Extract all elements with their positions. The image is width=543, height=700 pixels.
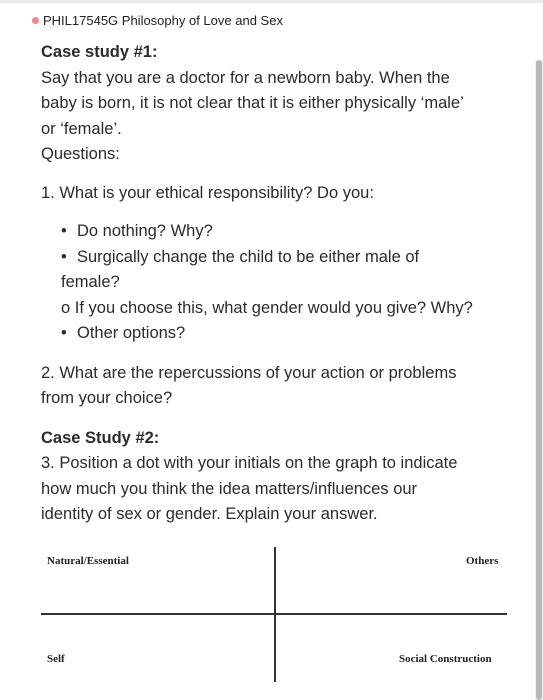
case2-line-3: identity of sex or gender. Explain your answer.: [41, 505, 378, 523]
case1-line-3: or ‘female’.: [41, 119, 122, 138]
case2-line-2: how much you think the idea matters/influences our: [41, 479, 418, 498]
questions-label: Questions:: [41, 145, 120, 163]
case1-line-2: baby is born, it is not clear that it is either physically ‘male’: [41, 94, 464, 112]
page-header: [32, 10, 283, 30]
case2-line-1: 3. Position a dot with your initials on the graph to indicate: [41, 454, 458, 472]
bullet-text: Do nothing? Why?: [77, 222, 213, 240]
bullet-text-continued: female?: [61, 273, 120, 291]
bullet-icon: •: [61, 324, 67, 342]
label-self: Self: [47, 653, 65, 665]
scrollbar-thumb[interactable]: [536, 60, 542, 700]
bullet-icon: •: [61, 247, 67, 266]
list-item: [41, 219, 511, 245]
top-border: [0, 0, 543, 3]
sub-bullet-text: o If you choose this, what gender would you give? Why?: [61, 298, 473, 317]
list-item: [41, 245, 511, 271]
quadrant-graph: [41, 547, 511, 682]
status-dot-icon: [32, 17, 39, 24]
question-2-line-1: 2. What are the repercussions of your action or problems: [41, 363, 457, 382]
case1-heading: Case study #1:: [41, 43, 158, 61]
case1-line-1: Say that you are a doctor for a newborn baby. When the: [41, 68, 450, 87]
question-1: 1. What is your ethical responsibility? Do you:: [41, 183, 374, 202]
bullet-icon: •: [61, 222, 67, 240]
label-others: Others: [466, 555, 499, 567]
label-natural-essential: Natural/Essential: [47, 555, 129, 567]
bullet-text: Other options?: [77, 324, 186, 342]
document-body: [41, 40, 511, 528]
case2-heading: Case Study #2:: [41, 428, 160, 447]
course-title: PHIL17545G Philosophy of Love and Sex: [43, 12, 283, 28]
scrollbar[interactable]: [535, 60, 543, 700]
label-social-construction: Social Construction: [399, 653, 492, 665]
bullet-text: Surgically change the child to be either male of: [77, 247, 420, 266]
question-2-line-2: from your choice?: [41, 389, 173, 407]
list-item: [41, 321, 511, 347]
vertical-axis: [274, 547, 276, 682]
